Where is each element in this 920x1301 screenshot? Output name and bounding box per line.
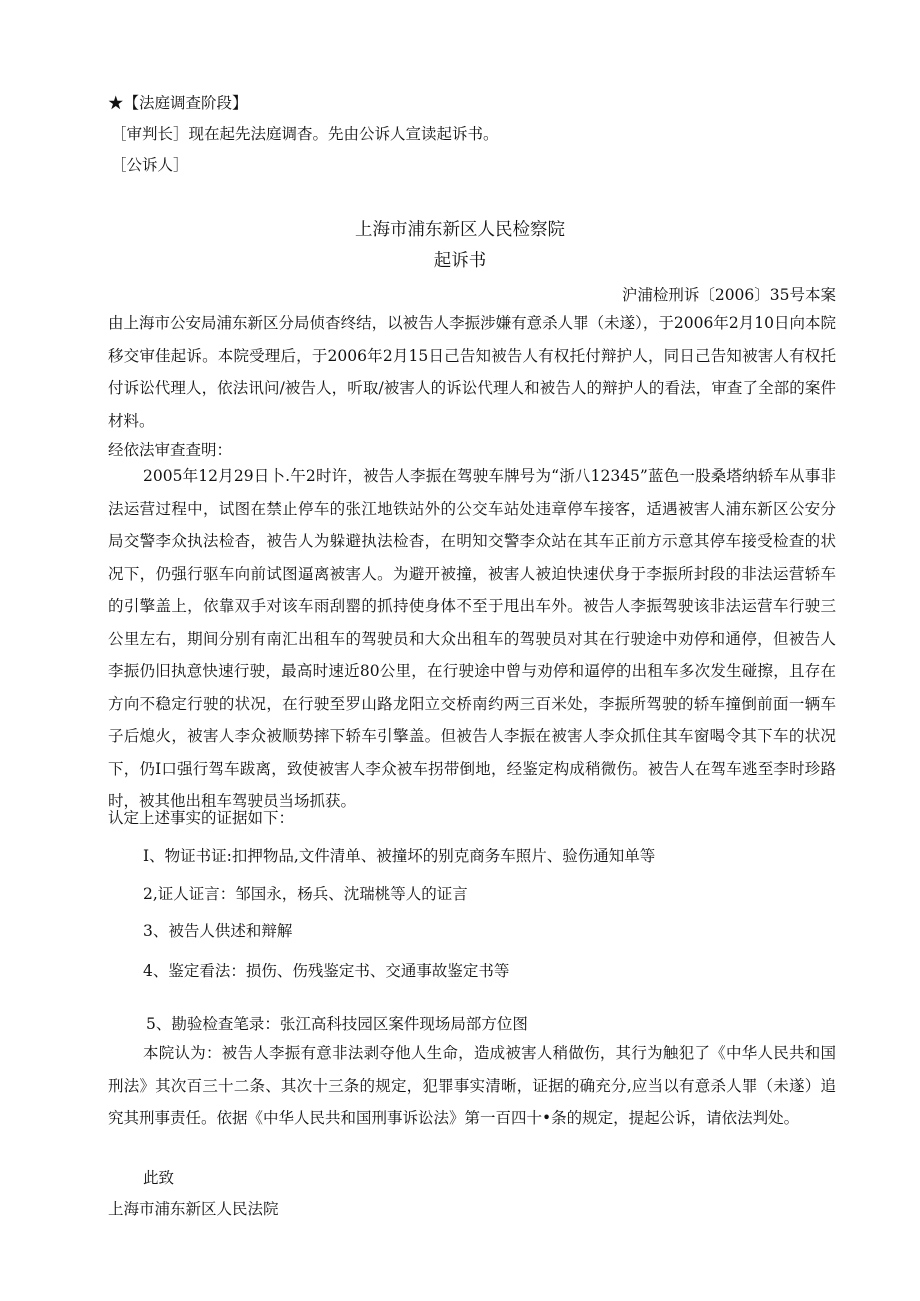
evidence-item: 5、勘验检查笔录：张江高科技园区案件现场局部方位图 <box>146 1015 528 1033</box>
judge-statement: ［审判长］现在起先法庭调杳。先由公诉人宣读起诉书。 <box>111 125 499 143</box>
examined-line: 经依法审查查明： <box>108 441 233 459</box>
salutation: 此致 <box>143 1169 175 1187</box>
evidence-item: I、物证书证:扣押物品,文件清单、被撞坏的别克商务车照片、验伤通知单等 <box>143 847 656 865</box>
recipient: 上海市浦东新区人民法院 <box>108 1200 279 1218</box>
intro-paragraph: 由上海市公安局浦东新区分局侦杳终结，以被告人李振涉嫌有意杀人罪（未遂），于2006年2月10日向本院移交审佳起诉。本院受理后，于2006年2月15日己告知被告人有权托付辩护人，同日己告知被害人有权托付诉讼代理人，依法讯问/被告人，听取/被害人的诉讼代理人和被告人的辩护人的看法，审查了全部的案件材料。 <box>108 314 836 430</box>
facts-paragraph: 2005年12月29日卜.午2时许，被告人李振在驾驶车牌号为“浙八12345”蓝色一股桑塔纳轿车从事非法运营过程中，试图在禁止停车的张江地铁站外的公交车站处违章停车接客，适遇被害人浦东新区公安分局交警李众执法检杳，被告人为躲避执法检杳，在明知交警李众站在其车正前方示意其停车接受检查的状况下，仍强行驱车向前试图逼离被害人。为避开被撞，被害人被迫快速伏身于李振所封段的非法运营轿车的引擎盖上，依靠双手对该车雨刮罂的抓持使身体不至于甩出车外。被告人李振驾驶该非法运营车行驶三公里左右，期间分别有南汇出租车的驾驶员和大众出租车的驾驶员对其在行驶途中劝停和通停，但被告人李振仍旧执意快速行驶，最高时速近80公里，在行驶途中曾与劝停和逼停的出租车多次发生碰擦，且存在方向不稳定行驶的状况，在行驶至罗山路龙阳立交桥南约两三百米处，李振所驾驶的轿车撞倒前面一辆车子后熄火，被害人李众被顺势摔下轿车引擎盖。但被告人李振在被害人李众抓住其车窗喝令其下车的状况下，仍I口强行驾车跋离，致使被害人李众被车拐带倒地，经鉴定构成稍微伤。被告人在驾车逃至李时珍路时，被其他出租车驾驶员当场抓获。 <box>108 467 836 810</box>
stage-heading: ★【法庭调查阶段】 <box>108 94 248 112</box>
prosecutor-tag: ［公诉人］ <box>111 156 189 174</box>
document-type-title: 起诉书 <box>433 251 487 271</box>
organization-title: 上海市浦东新区人民检察院 <box>355 220 565 240</box>
evidence-item: 3、被告人供述和辩解 <box>143 922 293 940</box>
evidence-item: 2,证人证言：邹国永，杨兵、沈瑞桃等人的证言 <box>143 885 468 903</box>
document-number: 沪浦检刑诉〔2006〕35号本案 <box>621 286 836 304</box>
conclusion-paragraph: 本院认为：被告人李振有意非法剥夺他人生命，造成被害人稍做伤，其行为触犯了《中华人民共和国刑法》其次百三十二条、其次十三条的规定，犯罪事实清晰，证据的确充分,应当以有意杀人罪（未遂）追究其刑事责任。依据《中华人民共和国刑事诉讼法》第一百四十•条的规定，提起公诉，请依法判处。 <box>108 1044 836 1127</box>
evidence-item: 4、鉴定看法：损伤、伤残鉴定书、交通事故鉴定书等 <box>143 962 510 980</box>
evidence-intro: 认定上述事实的证据如下： <box>108 809 295 827</box>
